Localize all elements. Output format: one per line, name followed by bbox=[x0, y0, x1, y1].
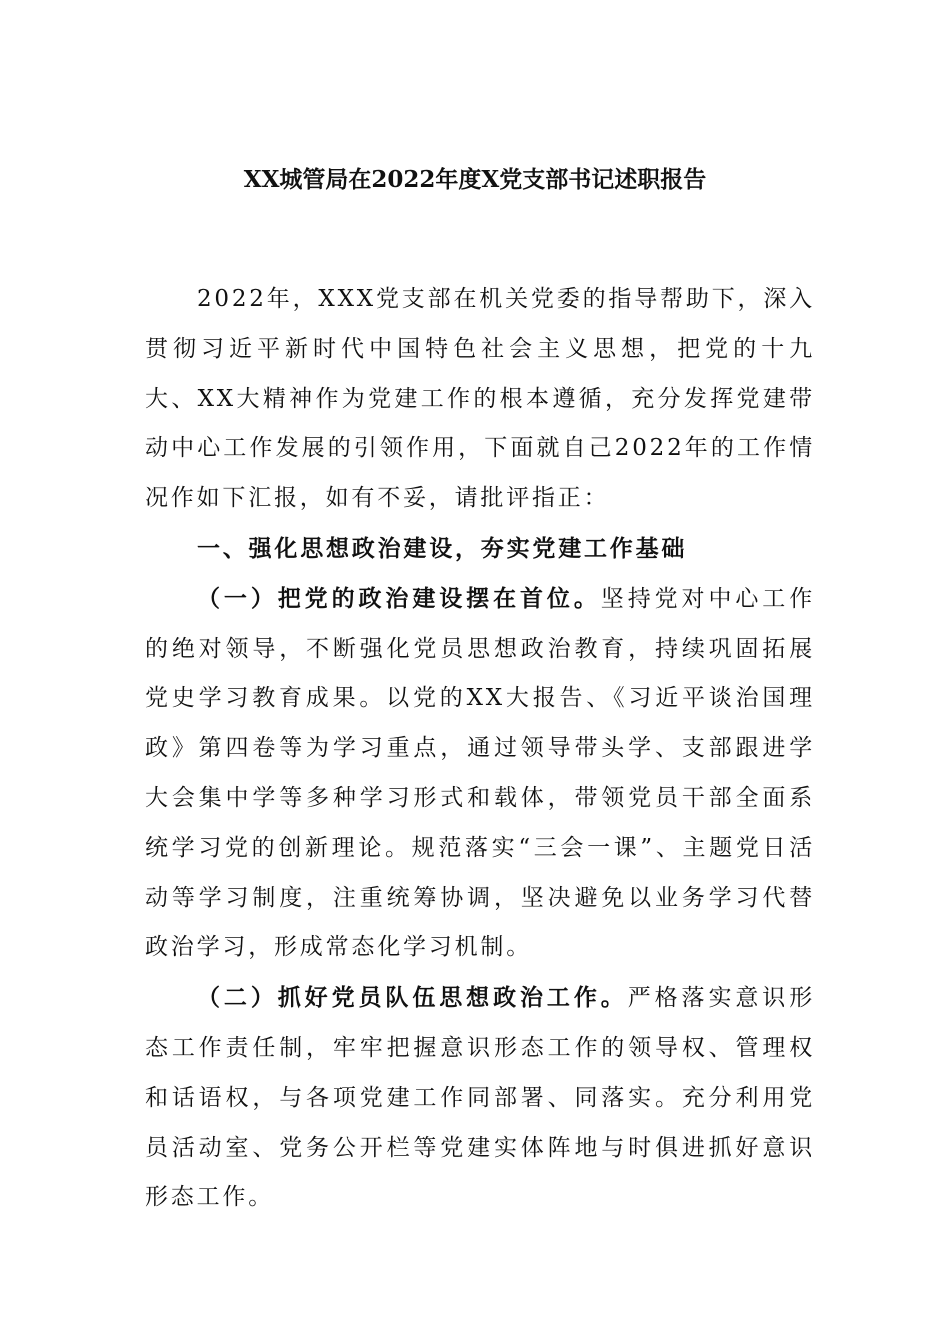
document-title: XX城管局在2022年度X党支部书记述职报告 bbox=[243, 166, 707, 193]
document-body bbox=[145, 275, 815, 1223]
subsection-lead-1: （一）把党的政治建设摆在首位。 bbox=[197, 584, 601, 612]
subsection-paragraph-1 bbox=[145, 574, 815, 973]
subsection-text-2: 严格落实意识形态工作责任制，牢牢把握意识形态工作的领导权、管理权和话语权，与各项党建工作同部署、同落实。充分利用党员活动室、党务公开栏等党建实体阵地与时俱进抓好意识形态工作。 bbox=[145, 985, 815, 1211]
subsection-text-1: 坚持党对中心工作的绝对领导，不断强化党员思想政治教育，持续巩固拓展党史学习教育成果。以党的XX大报告、《习近平谈治国理政》第四卷等为学习重点，通过领导带头学、支部跟进学大会集中学等多种学习形式和载体，带领党员干部全面系统学习党的创新理论。规范落实“三会一课”、主题党日活动等学习制度，注重统筹协调，坚决避免以业务学习代替政治学习，形成常态化学习机制。 bbox=[145, 585, 816, 961]
subsection-paragraph-2 bbox=[145, 973, 815, 1223]
intro-paragraph: 2022年，XXX党支部在机关党委的指导帮助下，深入贯彻习近平新时代中国特色社会主义思想，把党的十九大、XX大精神作为党建工作的根本遵循，充分发挥党建带动中心工作发展的引领作用，下面就自己2022年的工作情况作如下汇报，如有不妥，请批评指正： bbox=[145, 286, 815, 512]
subsection-lead-2: （二）抓好党员队伍思想政治工作。 bbox=[197, 984, 628, 1012]
section-heading-1: 一、强化思想政治建设，夯实党建工作基础 bbox=[197, 534, 688, 562]
